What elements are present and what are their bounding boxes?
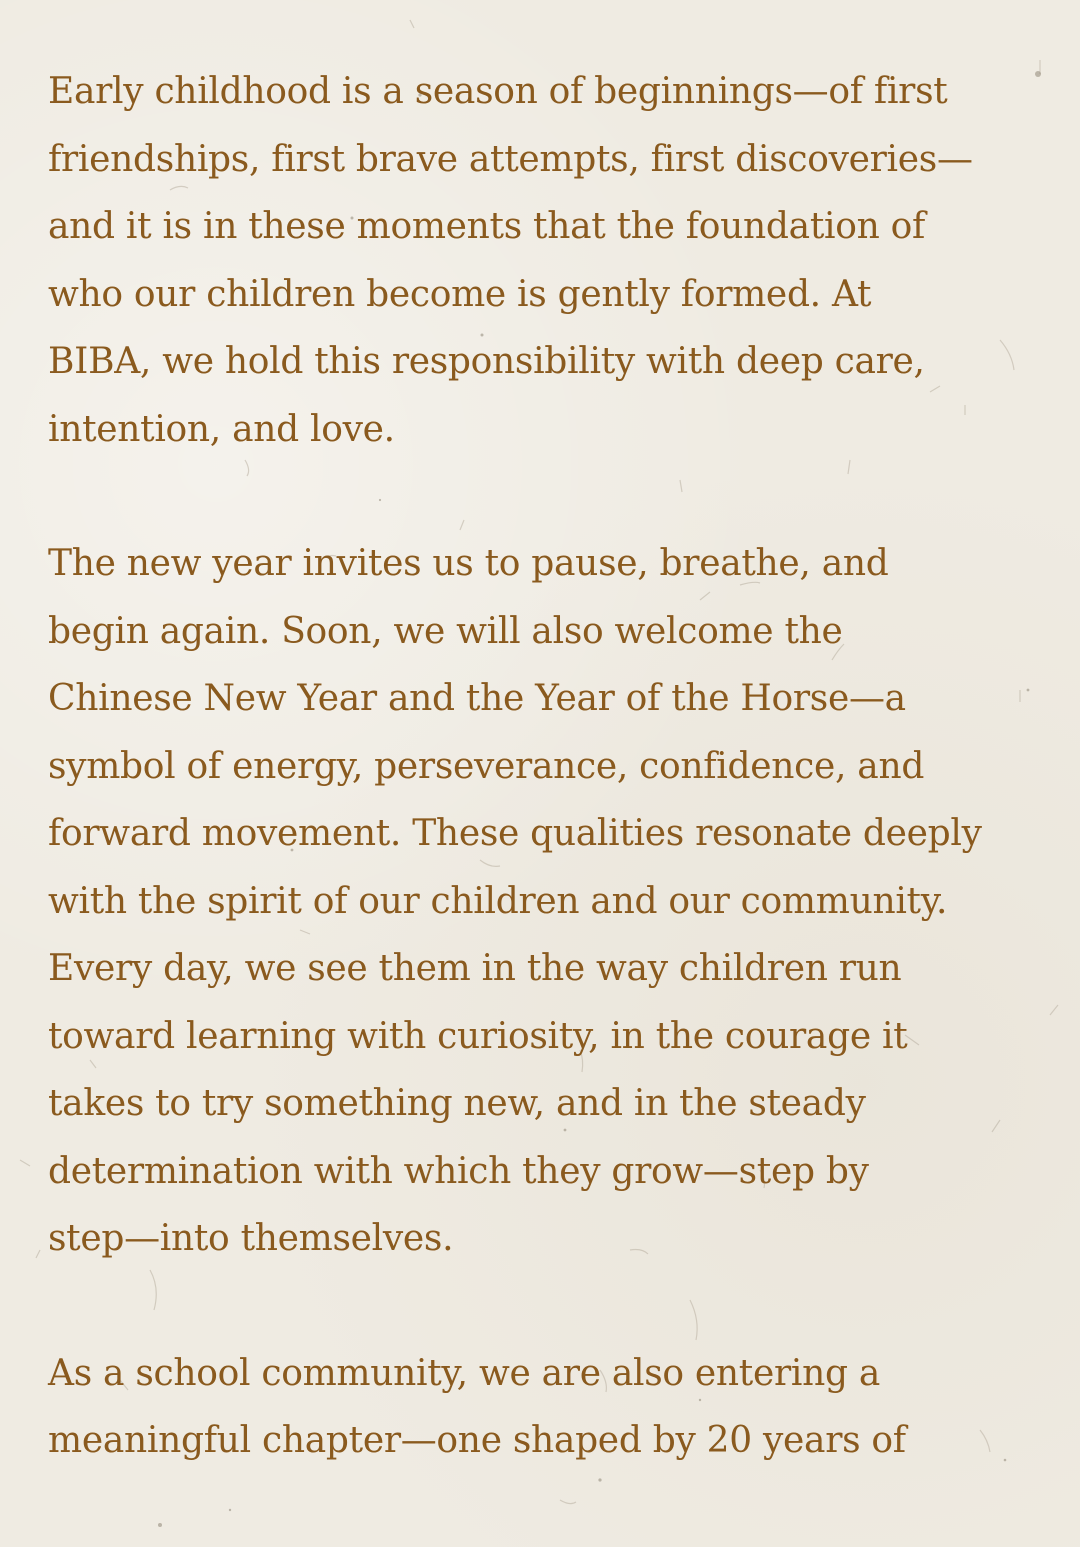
- letter-paragraph: As a school community, we are also entering a meaningful chapter—one shaped by 20 years of: [48, 1352, 906, 1461]
- letter-paragraph: Early childhood is a season of beginnings—of first friendships, first brave attempts, first discoveries— and it is in these moments that the foundation of who our children become is gently formed. At BIBA, we hold this responsibility with deep care, intention, and love.: [48, 71, 973, 450]
- letter-paragraph: The new year invites us to pause, breathe, and begin again. Soon, we will also welcome the Chinese New Year and the Year of the Horse—a symbol of energy, perseverance, confidence, and forward movement. These qualities resonate deeply with the spirit of our children and our community. Every day, we see them in the way children run toward learning with curiosity, in the courage it takes to try something new, and in the steady determination with which they grow—step by step—into themselves.: [48, 543, 982, 1259]
- letter-body: [48, 58, 1038, 1542]
